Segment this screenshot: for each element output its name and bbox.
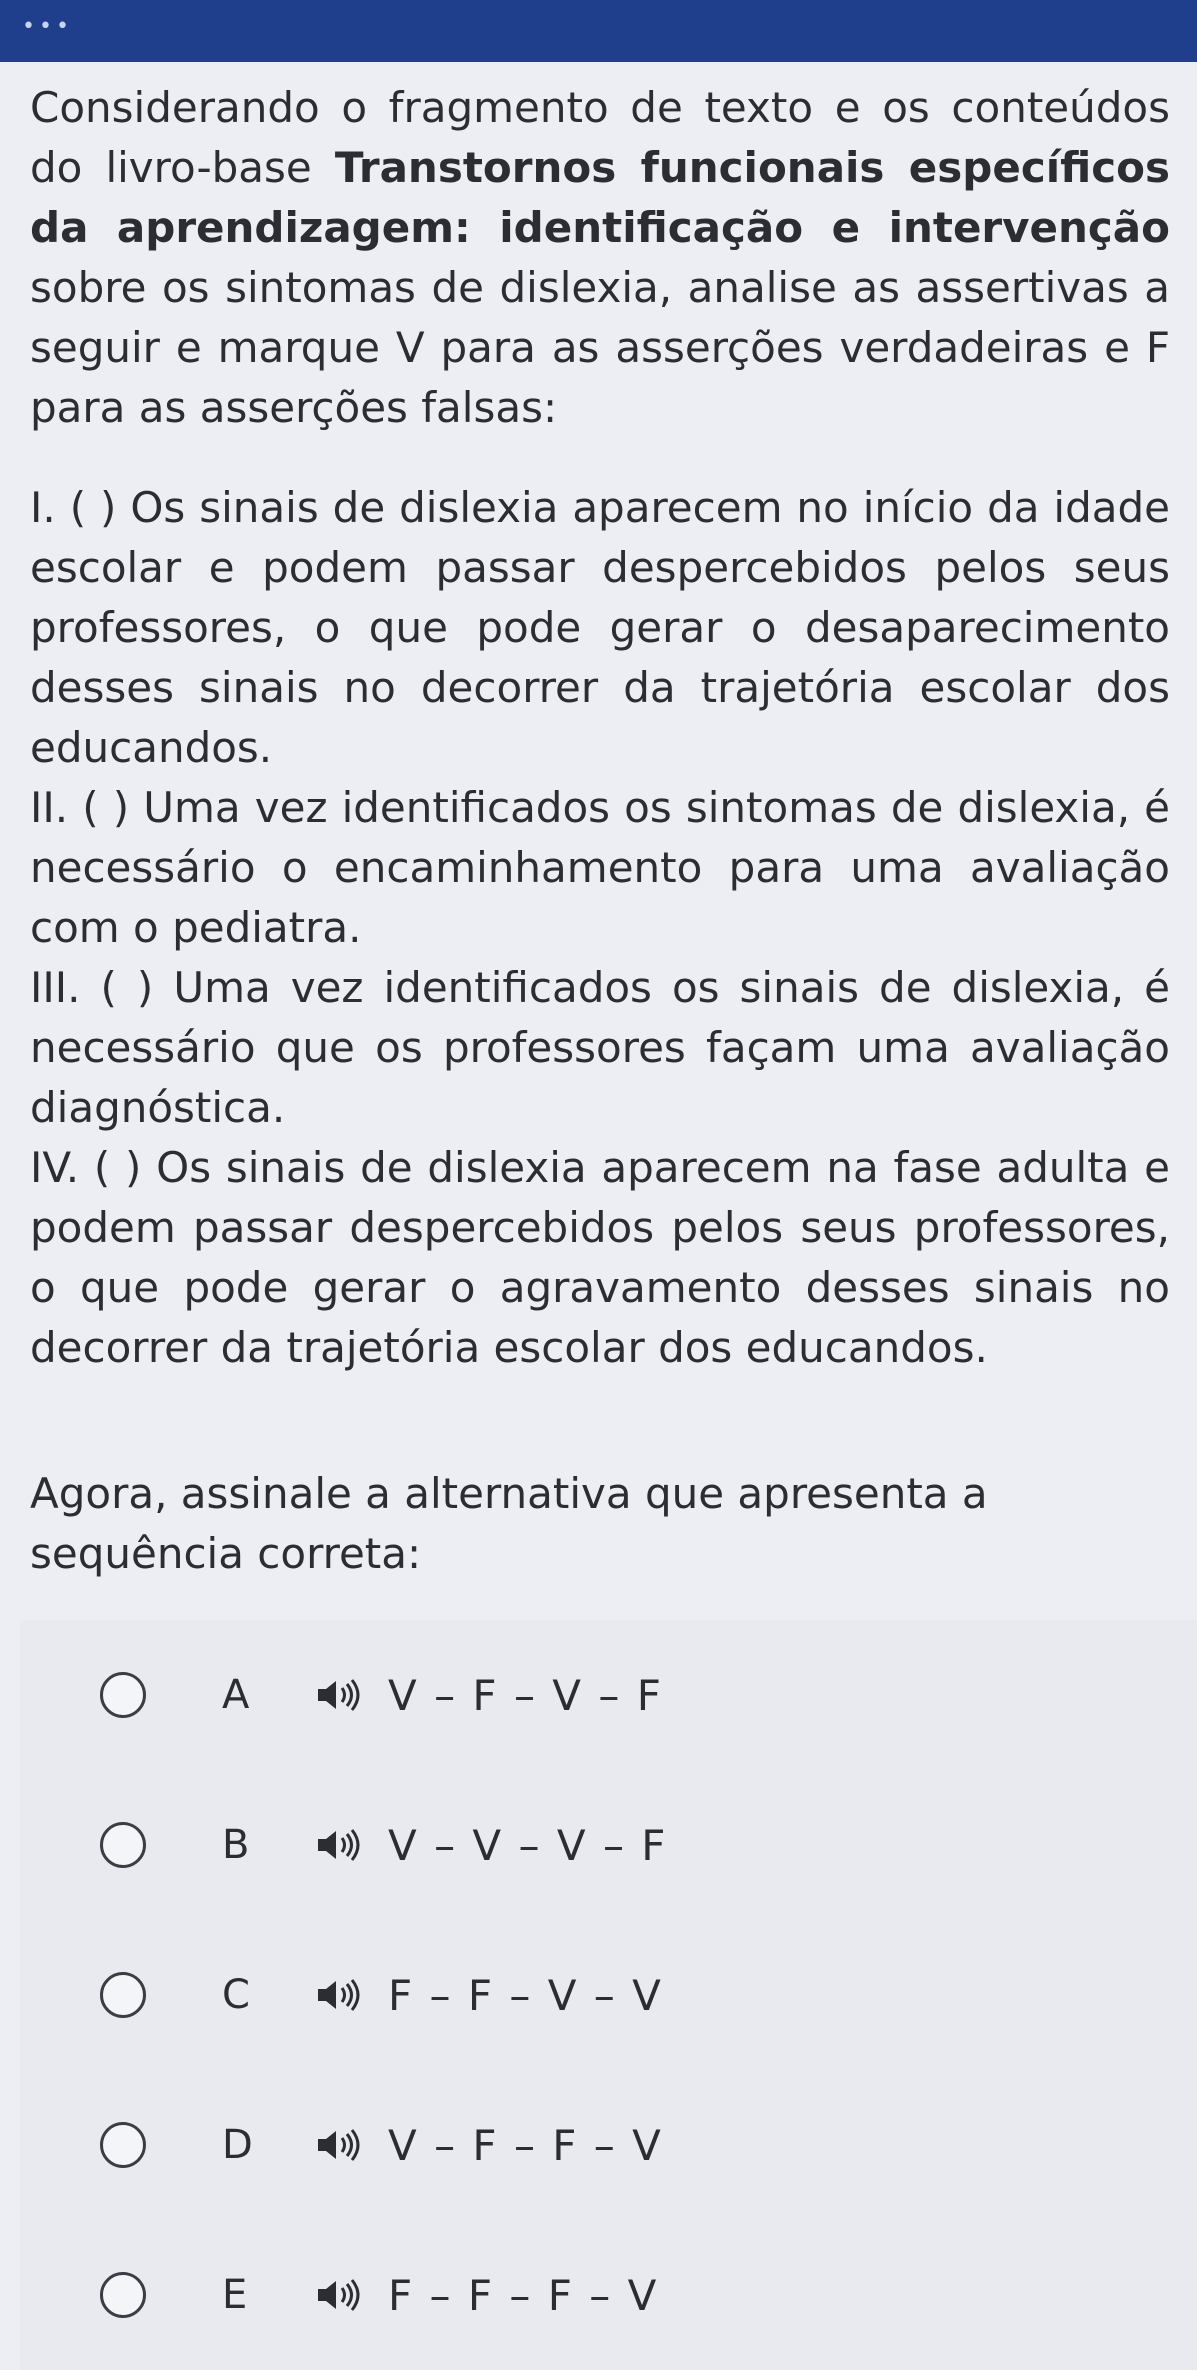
option-a[interactable] bbox=[20, 1620, 1197, 1770]
option-text: F – F – V – V bbox=[388, 1970, 663, 2020]
assertion-4: IV. ( ) Os sinais de dislexia aparecem na fase adulta e podem passar despercebidos pelos seus professores, o que pode gerar o agravamento desses sinais no decorrer da trajetória escolar dos educandos. bbox=[30, 1143, 1170, 1372]
radio-button[interactable] bbox=[100, 1672, 146, 1718]
question-text bbox=[30, 78, 1170, 438]
speaker-icon[interactable] bbox=[312, 2275, 362, 2315]
assertion-2: II. ( ) Uma vez identificados os sintomas de dislexia, é necessário o encaminhamento para uma avaliação com o pediatra. bbox=[30, 783, 1170, 952]
option-text: F – F – F – V bbox=[388, 2270, 659, 2320]
assertions-list bbox=[30, 478, 1170, 1378]
menu-dots-icon[interactable]: ••• bbox=[22, 14, 73, 39]
speaker-icon[interactable] bbox=[312, 1675, 362, 1715]
option-b[interactable] bbox=[20, 1770, 1197, 1920]
question-book-title: Transtornos funcionais específicos da aprendizagem: identificação e intervenção bbox=[30, 143, 1170, 252]
option-d[interactable] bbox=[20, 2070, 1197, 2220]
assertion-3: III. ( ) Uma vez identificados os sinais de dislexia, é necessário que os professores façam uma avaliação diagnóstica. bbox=[30, 963, 1170, 1132]
option-text: V – F – V – F bbox=[388, 1670, 663, 1720]
option-letter: A bbox=[222, 1672, 250, 1718]
option-text: V – V – V – F bbox=[388, 1820, 668, 1870]
top-bar bbox=[0, 0, 1197, 62]
radio-button[interactable] bbox=[100, 1822, 146, 1868]
speaker-icon[interactable] bbox=[312, 2125, 362, 2165]
answer-prompt: Agora, assinale a alternativa que apresenta a sequência correta: bbox=[30, 1469, 988, 1578]
option-letter: D bbox=[222, 2122, 253, 2168]
question-content bbox=[30, 78, 1170, 1584]
option-text: V – F – F – V bbox=[388, 2120, 663, 2170]
question-part-2: sobre os sintomas de dislexia, analise as assertivas a seguir e marque V para as asserções verdadeiras e F para as asserções falsas: bbox=[30, 263, 1170, 432]
option-letter: E bbox=[222, 2272, 248, 2318]
radio-button[interactable] bbox=[100, 2122, 146, 2168]
option-letter: C bbox=[222, 1972, 250, 2018]
answer-options bbox=[20, 1620, 1197, 2370]
option-letter: B bbox=[222, 1822, 250, 1868]
option-c[interactable] bbox=[20, 1920, 1197, 2070]
speaker-icon[interactable] bbox=[312, 1825, 362, 1865]
assertion-1: I. ( ) Os sinais de dislexia aparecem no início da idade escolar e podem passar despercebidos pelos seus professores, o que pode gerar o desaparecimento desses sinais no decorrer da trajetória escolar dos educandos. bbox=[30, 483, 1170, 772]
radio-button[interactable] bbox=[100, 2272, 146, 2318]
speaker-icon[interactable] bbox=[312, 1975, 362, 2015]
radio-button[interactable] bbox=[100, 1972, 146, 2018]
option-e[interactable] bbox=[20, 2220, 1197, 2370]
question-part-1: Considerando o fragmento de texto e os conteúdos do livro-base bbox=[30, 83, 1170, 192]
